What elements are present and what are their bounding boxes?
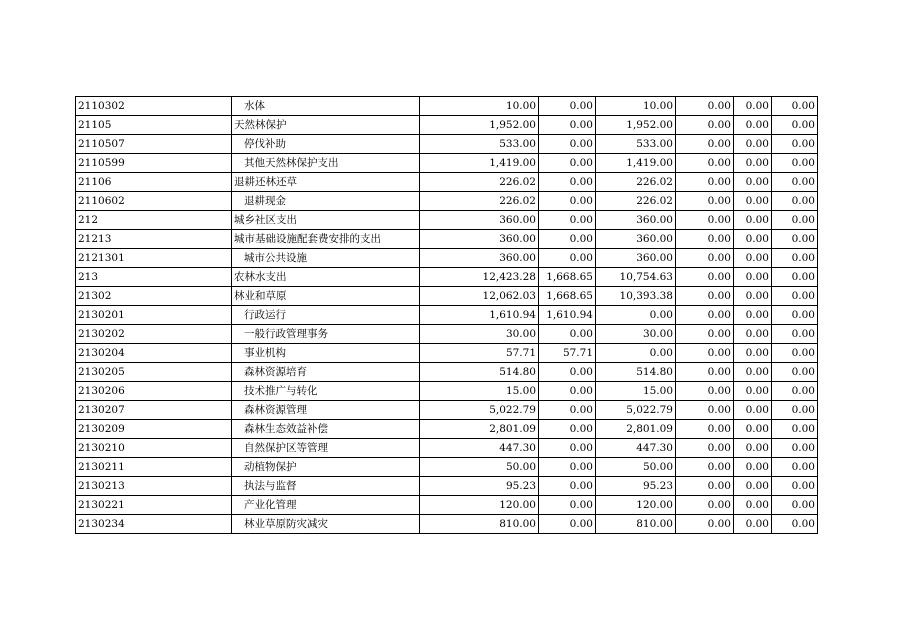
- table-row: [76, 135, 818, 154]
- total-amount-cell: 360.00: [420, 249, 539, 268]
- basic-expenditure-cell: 1,668.65: [539, 287, 596, 306]
- basic-expenditure-cell: 0.00: [539, 401, 596, 420]
- account-code-cell: 2110507: [76, 135, 232, 154]
- account-code-cell: 2130205: [76, 363, 232, 382]
- account-name-cell: 城市基础设施配套费安排的支出: [232, 230, 420, 249]
- amount-col5-cell: 0.00: [734, 230, 772, 249]
- amount-col5-cell: 0.00: [734, 439, 772, 458]
- account-name-cell: 技术推广与转化: [232, 382, 420, 401]
- project-expenditure-cell: 447.30: [596, 439, 676, 458]
- amount-col4-cell: 0.00: [676, 173, 734, 192]
- amount-col4-cell: 0.00: [676, 401, 734, 420]
- amount-col4-cell: 0.00: [676, 325, 734, 344]
- table-row: [76, 496, 818, 515]
- total-amount-cell: 12,062.03: [420, 287, 539, 306]
- table-row: [76, 249, 818, 268]
- basic-expenditure-cell: 0.00: [539, 173, 596, 192]
- budget-table: [75, 96, 818, 534]
- account-code-cell: 21105: [76, 116, 232, 135]
- table-row: [76, 439, 818, 458]
- table-row: [76, 192, 818, 211]
- project-expenditure-cell: 2,801.09: [596, 420, 676, 439]
- basic-expenditure-cell: 0.00: [539, 97, 596, 116]
- amount-col4-cell: 0.00: [676, 363, 734, 382]
- total-amount-cell: 30.00: [420, 325, 539, 344]
- account-code-cell: 2130202: [76, 325, 232, 344]
- project-expenditure-cell: 10,393.38: [596, 287, 676, 306]
- project-expenditure-cell: 95.23: [596, 477, 676, 496]
- table-row: [76, 173, 818, 192]
- amount-col4-cell: 0.00: [676, 116, 734, 135]
- account-name-cell: 执法与监督: [232, 477, 420, 496]
- project-expenditure-cell: 360.00: [596, 230, 676, 249]
- basic-expenditure-cell: 1,610.94: [539, 306, 596, 325]
- amount-col6-cell: 0.00: [772, 97, 818, 116]
- account-name-cell: 其他天然林保护支出: [232, 154, 420, 173]
- account-code-cell: 21213: [76, 230, 232, 249]
- total-amount-cell: 12,423.28: [420, 268, 539, 287]
- amount-col5-cell: 0.00: [734, 135, 772, 154]
- amount-col6-cell: 0.00: [772, 173, 818, 192]
- amount-col6-cell: 0.00: [772, 420, 818, 439]
- account-code-cell: 212: [76, 211, 232, 230]
- account-code-cell: 2130206: [76, 382, 232, 401]
- account-code-cell: 2130213: [76, 477, 232, 496]
- total-amount-cell: 226.02: [420, 192, 539, 211]
- table-row: [76, 363, 818, 382]
- total-amount-cell: 810.00: [420, 515, 539, 534]
- total-amount-cell: 95.23: [420, 477, 539, 496]
- table-row: [76, 211, 818, 230]
- account-code-cell: 213: [76, 268, 232, 287]
- amount-col6-cell: 0.00: [772, 458, 818, 477]
- account-name-cell: 林业草原防灾减灾: [232, 515, 420, 534]
- basic-expenditure-cell: 0.00: [539, 458, 596, 477]
- table-row: [76, 515, 818, 534]
- basic-expenditure-cell: 0.00: [539, 135, 596, 154]
- basic-expenditure-cell: 0.00: [539, 515, 596, 534]
- account-code-cell: 2110602: [76, 192, 232, 211]
- account-name-cell: 农林水支出: [232, 268, 420, 287]
- account-name-cell: 事业机构: [232, 344, 420, 363]
- basic-expenditure-cell: 0.00: [539, 192, 596, 211]
- total-amount-cell: 120.00: [420, 496, 539, 515]
- amount-col5-cell: 0.00: [734, 268, 772, 287]
- amount-col4-cell: 0.00: [676, 344, 734, 363]
- basic-expenditure-cell: 0.00: [539, 363, 596, 382]
- amount-col6-cell: 0.00: [772, 382, 818, 401]
- table-row: [76, 325, 818, 344]
- account-code-cell: 2110599: [76, 154, 232, 173]
- amount-col6-cell: 0.00: [772, 287, 818, 306]
- amount-col5-cell: 0.00: [734, 496, 772, 515]
- account-name-cell: 自然保护区等管理: [232, 439, 420, 458]
- amount-col5-cell: 0.00: [734, 192, 772, 211]
- amount-col4-cell: 0.00: [676, 382, 734, 401]
- account-code-cell: 2130211: [76, 458, 232, 477]
- amount-col6-cell: 0.00: [772, 211, 818, 230]
- amount-col5-cell: 0.00: [734, 344, 772, 363]
- account-code-cell: 2130207: [76, 401, 232, 420]
- amount-col5-cell: 0.00: [734, 477, 772, 496]
- account-code-cell: 2121301: [76, 249, 232, 268]
- amount-col4-cell: 0.00: [676, 477, 734, 496]
- amount-col5-cell: 0.00: [734, 154, 772, 173]
- amount-col6-cell: 0.00: [772, 496, 818, 515]
- amount-col6-cell: 0.00: [772, 116, 818, 135]
- total-amount-cell: 2,801.09: [420, 420, 539, 439]
- project-expenditure-cell: 0.00: [596, 344, 676, 363]
- amount-col6-cell: 0.00: [772, 154, 818, 173]
- project-expenditure-cell: 5,022.79: [596, 401, 676, 420]
- account-name-cell: 森林资源管理: [232, 401, 420, 420]
- amount-col4-cell: 0.00: [676, 287, 734, 306]
- basic-expenditure-cell: 0.00: [539, 496, 596, 515]
- amount-col6-cell: 0.00: [772, 192, 818, 211]
- table-row: [76, 458, 818, 477]
- project-expenditure-cell: 50.00: [596, 458, 676, 477]
- basic-expenditure-cell: 0.00: [539, 154, 596, 173]
- project-expenditure-cell: 360.00: [596, 211, 676, 230]
- total-amount-cell: 50.00: [420, 458, 539, 477]
- amount-col4-cell: 0.00: [676, 420, 734, 439]
- amount-col4-cell: 0.00: [676, 192, 734, 211]
- amount-col5-cell: 0.00: [734, 97, 772, 116]
- project-expenditure-cell: 1,952.00: [596, 116, 676, 135]
- basic-expenditure-cell: 0.00: [539, 382, 596, 401]
- amount-col6-cell: 0.00: [772, 230, 818, 249]
- total-amount-cell: 57.71: [420, 344, 539, 363]
- amount-col5-cell: 0.00: [734, 420, 772, 439]
- amount-col4-cell: 0.00: [676, 515, 734, 534]
- total-amount-cell: 514.80: [420, 363, 539, 382]
- amount-col5-cell: 0.00: [734, 382, 772, 401]
- table-row: [76, 477, 818, 496]
- total-amount-cell: 226.02: [420, 173, 539, 192]
- amount-col5-cell: 0.00: [734, 173, 772, 192]
- account-name-cell: 森林资源培育: [232, 363, 420, 382]
- project-expenditure-cell: 226.02: [596, 192, 676, 211]
- account-name-cell: 产业化管理: [232, 496, 420, 515]
- account-name-cell: 行政运行: [232, 306, 420, 325]
- project-expenditure-cell: 120.00: [596, 496, 676, 515]
- total-amount-cell: 15.00: [420, 382, 539, 401]
- amount-col4-cell: 0.00: [676, 211, 734, 230]
- amount-col6-cell: 0.00: [772, 135, 818, 154]
- amount-col4-cell: 0.00: [676, 249, 734, 268]
- total-amount-cell: 360.00: [420, 230, 539, 249]
- basic-expenditure-cell: 0.00: [539, 211, 596, 230]
- amount-col4-cell: 0.00: [676, 135, 734, 154]
- amount-col6-cell: 0.00: [772, 477, 818, 496]
- table-row: [76, 154, 818, 173]
- account-name-cell: 林业和草原: [232, 287, 420, 306]
- account-name-cell: 停伐补助: [232, 135, 420, 154]
- basic-expenditure-cell: 0.00: [539, 477, 596, 496]
- project-expenditure-cell: 514.80: [596, 363, 676, 382]
- table-row: [76, 230, 818, 249]
- basic-expenditure-cell: 0.00: [539, 420, 596, 439]
- amount-col6-cell: 0.00: [772, 363, 818, 382]
- amount-col6-cell: 0.00: [772, 515, 818, 534]
- account-name-cell: 森林生态效益补偿: [232, 420, 420, 439]
- basic-expenditure-cell: 0.00: [539, 116, 596, 135]
- table-row: [76, 306, 818, 325]
- amount-col4-cell: 0.00: [676, 439, 734, 458]
- project-expenditure-cell: 810.00: [596, 515, 676, 534]
- basic-expenditure-cell: 0.00: [539, 249, 596, 268]
- amount-col5-cell: 0.00: [734, 211, 772, 230]
- table-row: [76, 344, 818, 363]
- amount-col5-cell: 0.00: [734, 249, 772, 268]
- account-name-cell: 城乡社区支出: [232, 211, 420, 230]
- account-name-cell: 城市公共设施: [232, 249, 420, 268]
- account-name-cell: 天然林保护: [232, 116, 420, 135]
- amount-col5-cell: 0.00: [734, 458, 772, 477]
- project-expenditure-cell: 10,754.63: [596, 268, 676, 287]
- table-row: [76, 116, 818, 135]
- account-code-cell: 2130209: [76, 420, 232, 439]
- account-code-cell: 2130201: [76, 306, 232, 325]
- total-amount-cell: 10.00: [420, 97, 539, 116]
- amount-col4-cell: 0.00: [676, 97, 734, 116]
- account-name-cell: 退耕现金: [232, 192, 420, 211]
- project-expenditure-cell: 30.00: [596, 325, 676, 344]
- account-code-cell: 2110302: [76, 97, 232, 116]
- project-expenditure-cell: 533.00: [596, 135, 676, 154]
- account-code-cell: 2130234: [76, 515, 232, 534]
- amount-col6-cell: 0.00: [772, 249, 818, 268]
- total-amount-cell: 447.30: [420, 439, 539, 458]
- amount-col6-cell: 0.00: [772, 344, 818, 363]
- table-row: [76, 287, 818, 306]
- project-expenditure-cell: 226.02: [596, 173, 676, 192]
- total-amount-cell: 360.00: [420, 211, 539, 230]
- table-body: [76, 97, 818, 534]
- table-row: [76, 401, 818, 420]
- total-amount-cell: 1,419.00: [420, 154, 539, 173]
- account-code-cell: 2130210: [76, 439, 232, 458]
- amount-col5-cell: 0.00: [734, 401, 772, 420]
- basic-expenditure-cell: 57.71: [539, 344, 596, 363]
- total-amount-cell: 5,022.79: [420, 401, 539, 420]
- amount-col5-cell: 0.00: [734, 306, 772, 325]
- table-row: [76, 382, 818, 401]
- amount-col4-cell: 0.00: [676, 458, 734, 477]
- amount-col4-cell: 0.00: [676, 268, 734, 287]
- amount-col5-cell: 0.00: [734, 287, 772, 306]
- account-name-cell: 退耕还林还草: [232, 173, 420, 192]
- total-amount-cell: 1,610.94: [420, 306, 539, 325]
- basic-expenditure-cell: 0.00: [539, 439, 596, 458]
- account-code-cell: 2130221: [76, 496, 232, 515]
- table-row: [76, 97, 818, 116]
- account-name-cell: 一般行政管理事务: [232, 325, 420, 344]
- amount-col6-cell: 0.00: [772, 439, 818, 458]
- amount-col5-cell: 0.00: [734, 515, 772, 534]
- account-code-cell: 2130204: [76, 344, 232, 363]
- basic-expenditure-cell: 0.00: [539, 325, 596, 344]
- amount-col4-cell: 0.00: [676, 306, 734, 325]
- amount-col6-cell: 0.00: [772, 306, 818, 325]
- amount-col6-cell: 0.00: [772, 268, 818, 287]
- project-expenditure-cell: 10.00: [596, 97, 676, 116]
- account-name-cell: 动植物保护: [232, 458, 420, 477]
- project-expenditure-cell: 360.00: [596, 249, 676, 268]
- amount-col5-cell: 0.00: [734, 363, 772, 382]
- basic-expenditure-cell: 1,668.65: [539, 268, 596, 287]
- amount-col4-cell: 0.00: [676, 154, 734, 173]
- project-expenditure-cell: 15.00: [596, 382, 676, 401]
- amount-col4-cell: 0.00: [676, 230, 734, 249]
- total-amount-cell: 533.00: [420, 135, 539, 154]
- account-name-cell: 水体: [232, 97, 420, 116]
- table-row: [76, 420, 818, 439]
- amount-col4-cell: 0.00: [676, 496, 734, 515]
- amount-col6-cell: 0.00: [772, 325, 818, 344]
- project-expenditure-cell: 0.00: [596, 306, 676, 325]
- account-code-cell: 21106: [76, 173, 232, 192]
- total-amount-cell: 1,952.00: [420, 116, 539, 135]
- amount-col6-cell: 0.00: [772, 401, 818, 420]
- project-expenditure-cell: 1,419.00: [596, 154, 676, 173]
- amount-col5-cell: 0.00: [734, 116, 772, 135]
- amount-col5-cell: 0.00: [734, 325, 772, 344]
- basic-expenditure-cell: 0.00: [539, 230, 596, 249]
- account-code-cell: 21302: [76, 287, 232, 306]
- table-row: [76, 268, 818, 287]
